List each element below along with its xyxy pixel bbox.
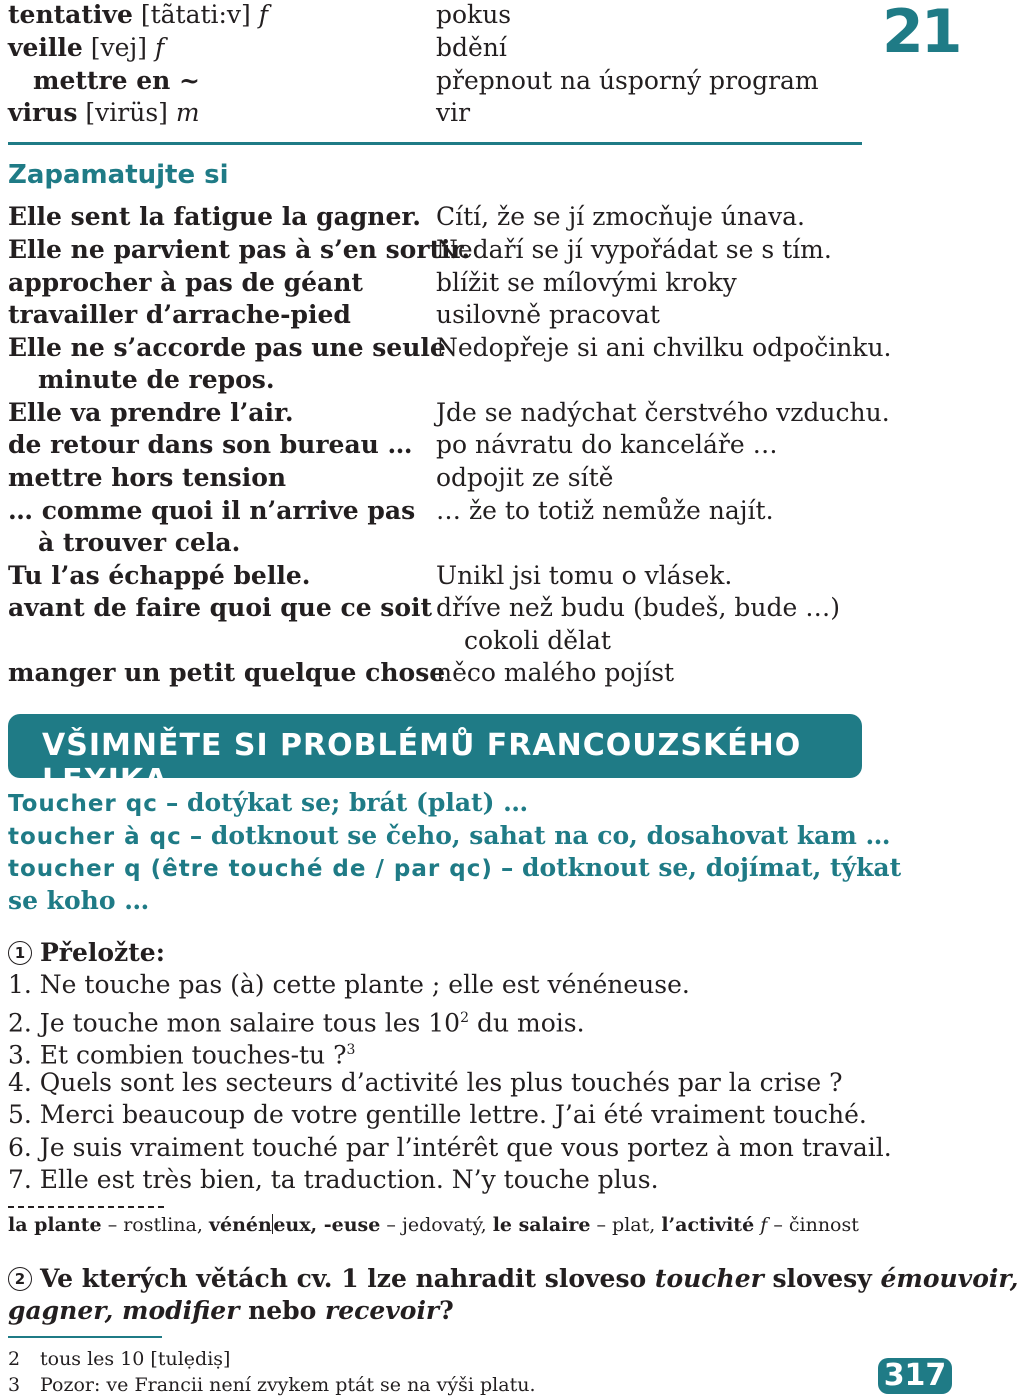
glossary-trans: – činnost [773, 1214, 859, 1236]
exercise-2-text: Ve kterých větách cv. 1 lze nahradit sloveso [40, 1264, 655, 1293]
footnote-divider [8, 1336, 162, 1338]
lexicon-meaning: – dotknout se, dojímat, týkat [500, 853, 902, 882]
vocab-pron: [virüs] [85, 98, 168, 127]
phrase-cz: Nedopřeje si ani chvilku odpočinku. [436, 333, 892, 362]
lexicon-entry [8, 788, 528, 819]
footnote [8, 1347, 231, 1371]
vocab-translation: vir [436, 98, 471, 127]
footnote-text: tous les 10 [tulẹdiṣ] [40, 1348, 231, 1370]
lexicon-entry [8, 853, 901, 884]
exercise-2-line2 [8, 1296, 454, 1326]
lexicon-banner-title: VŠIMNĚTE SI PROBLÉMŮ FRANCOUZSKÉHO LEXIKA [42, 728, 802, 798]
vocab-translation: bdění [436, 33, 507, 62]
phrase-fr: travailler d’arrache-pied [8, 300, 351, 329]
vocab-pron: [tãtati:v] [140, 0, 251, 29]
exercise-sentence [8, 1035, 355, 1070]
phrase-cz: … že to totiž nemůže najít. [436, 496, 774, 525]
lexicon-meaning-cont: se koho … [8, 886, 150, 915]
glossary [8, 1213, 859, 1237]
vocab-gender: m [175, 98, 200, 127]
exercise-number-badge: 1 [8, 941, 32, 965]
footnote-number: 3 [8, 1374, 21, 1396]
vocab-pron: [vej] [90, 33, 147, 62]
phrase-cz: blížit se mílovými kroky [436, 268, 737, 297]
footnote-text: Pozor: ve Francii není zvykem ptát se na výši platu. [40, 1374, 536, 1396]
phrase-cz: Unikl jsi tomu o vlásek. [436, 561, 733, 590]
glossary-divider [8, 1206, 164, 1208]
glossary-word: l’activité [661, 1214, 755, 1236]
phrase-cz: něco malého pojíst [436, 658, 675, 687]
lexicon-term: toucher à qc [8, 824, 182, 850]
verb: recevoir [325, 1296, 440, 1325]
exercise-1-title: Přeložte: [40, 938, 165, 967]
vocab-word: virus [8, 98, 78, 127]
vocab-word: tentative [8, 0, 133, 29]
remember-title: Zapamatujte si [8, 160, 229, 190]
glossary-gender: f [760, 1214, 768, 1236]
vocab-gender: f [154, 33, 165, 62]
verb: émouvoir, [880, 1264, 1018, 1293]
exercise-2-text: nebo [239, 1296, 326, 1325]
footnote-ref: 2 [460, 1010, 470, 1026]
footnote-ref: 3 [346, 1042, 356, 1058]
glossary-word: la plante [8, 1214, 102, 1236]
phrase-fr: manger un petit quelque chose [8, 658, 446, 687]
exercise-sentence: 6. Je suis vraiment touché par l’intérêt que vous portez à mon travail. [8, 1133, 892, 1162]
glossary-word: eux, -euse [273, 1214, 381, 1236]
lexicon-term: toucher q (être touché de / par qc) [8, 856, 493, 882]
lexicon-term: Toucher qc [8, 791, 158, 817]
section-divider [8, 142, 862, 145]
phrase-fr: à trouver cela. [38, 528, 241, 557]
phrase-fr: … comme quoi il n’arrive pas [8, 496, 416, 525]
phrase-fr: Elle va prendre l’air. [8, 398, 294, 427]
lexicon-entry [8, 821, 891, 852]
vocab-entry [8, 33, 164, 63]
verb: gagner, modifier [8, 1296, 240, 1325]
vocab-entry [8, 0, 268, 30]
phrase-fr: de retour dans son bureau … [8, 430, 413, 459]
phrase-fr: approcher à pas de géant [8, 268, 363, 297]
phrase-fr: mettre hors tension [8, 463, 287, 492]
verb: toucher [654, 1264, 764, 1293]
phrase-cz: po návratu do kanceláře … [436, 430, 778, 459]
phrase-cz: usilovně pracovat [436, 300, 660, 329]
sentence-text: 3. Et combien touches-tu ? [8, 1040, 347, 1070]
exercise-sentence: 4. Quels sont les secteurs d’activité les plus touchés par la crise ? [8, 1068, 843, 1097]
lexicon-banner [8, 714, 862, 798]
phrase-fr: Tu l’as échappé belle. [8, 561, 311, 590]
phrase-fr: Elle ne s’accorde pas une seule [8, 333, 446, 362]
page-number: 317 [878, 1358, 952, 1394]
exercise-sentence: 7. Elle est très bien, ta traduction. N’y touche plus. [8, 1165, 659, 1194]
exercise-2-line1 [8, 1264, 1018, 1294]
exercise-number-badge: 2 [8, 1267, 32, 1291]
vocab-translation: přepnout na úsporný program [436, 66, 819, 95]
exercise-sentence: 5. Merci beaucoup de votre gentille lettre. J’ai été vraiment touché. [8, 1100, 867, 1129]
phrase-cz: dříve než budu (budeš, bude …) [436, 593, 840, 622]
lexicon-meaning: – dotknout se čeho, sahat na co, dosahovat kam … [189, 821, 891, 850]
glossary-word: vénén [208, 1214, 272, 1236]
phrase-fr: Elle sent la fatigue la gagner. [8, 202, 421, 231]
vocab-word: mettre en ~ [33, 66, 200, 95]
exercise-1-heading [8, 938, 165, 968]
sentence-text: du mois. [469, 1008, 585, 1038]
phrase-fr: minute de repos. [38, 365, 275, 394]
vocab-gender: f [258, 0, 269, 29]
phrase-cz: odpojit ze sítě [436, 463, 614, 492]
exercise-sentence: 1. Ne touche pas (à) cette plante ; elle est vénéneuse. [8, 970, 690, 999]
footnote [8, 1373, 536, 1397]
chapter-number: 21 [882, 0, 960, 67]
glossary-trans: – rostlina, [107, 1214, 203, 1236]
vocab-word: veille [8, 33, 83, 62]
phrase-cz: cokoli dělat [464, 626, 611, 655]
phrase-cz: Nedaří se jí vypořádat se s tím. [436, 235, 832, 264]
vocab-entry [8, 98, 200, 128]
glossary-trans: – plat, [596, 1214, 656, 1236]
exercise-sentence [8, 1003, 585, 1038]
lexicon-meaning: – dotýkat se; brát (plat) … [165, 788, 529, 817]
glossary-word: le salaire [492, 1214, 591, 1236]
phrase-fr: Elle ne parvient pas à s’en sortir. [8, 235, 471, 264]
sentence-text: 2. Je touche mon salaire tous les 10 [8, 1008, 461, 1038]
exercise-2-text: ? [439, 1296, 454, 1325]
vocab-translation: pokus [436, 0, 512, 29]
phrase-fr: avant de faire quoi que ce soit [8, 593, 433, 622]
phrase-cz: Jde se nadýchat čerstvého vzduchu. [436, 398, 890, 427]
phrase-cz: Cítí, že se jí zmocňuje únava. [436, 202, 805, 231]
footnote-number: 2 [8, 1348, 21, 1370]
exercise-2-text: slovesy [763, 1264, 881, 1293]
glossary-trans: – jedovatý, [386, 1214, 487, 1236]
